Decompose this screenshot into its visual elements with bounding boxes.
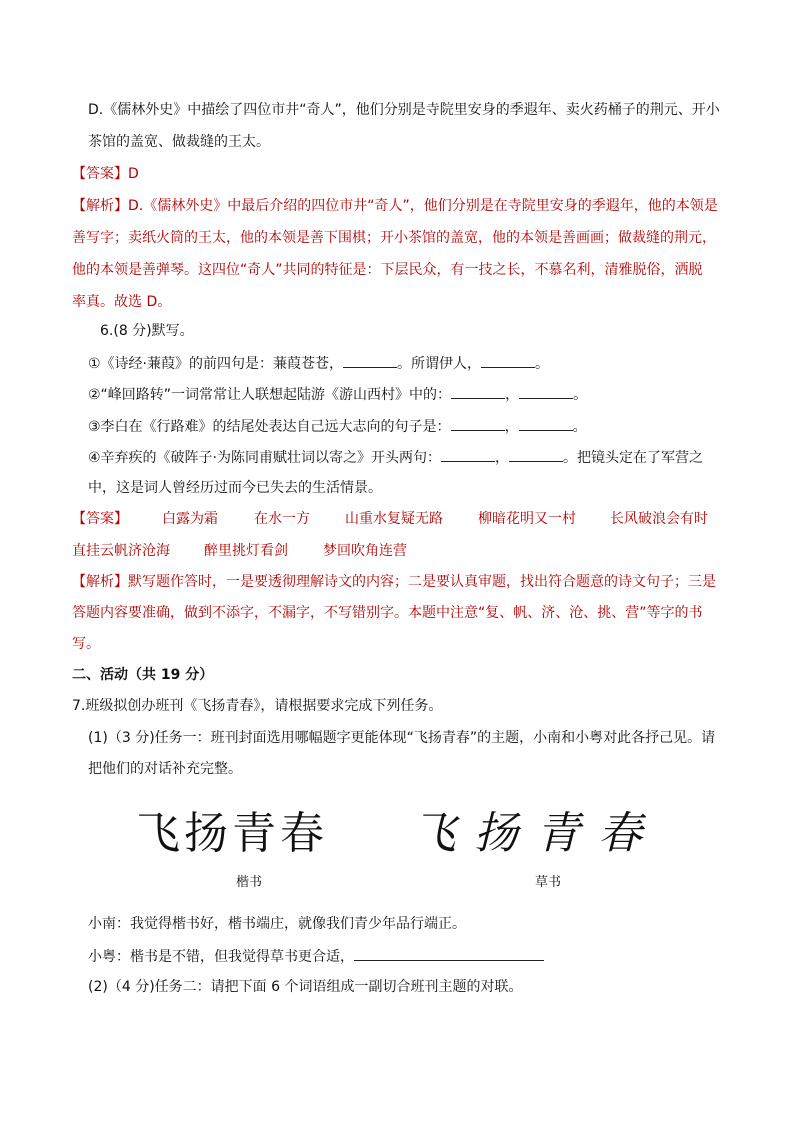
q5-answer [72, 164, 139, 184]
q6-answer-item: 在水一方 [254, 511, 310, 527]
q6-item1-text-c: 。 [535, 356, 549, 372]
calligraphy-caoshu-image: 飞扬青春 [412, 808, 660, 859]
q5-analysis-line1 [72, 196, 718, 216]
answer-label: 【答案】 [72, 166, 128, 182]
q5-option-d-line1: D.《儒林外史》中描绘了四位市井“奇人”，他们分别是寺院里安身的季遐年、卖火药桶子的荆元、开小 [88, 102, 720, 118]
q6-item1 [88, 353, 549, 374]
q6-item1-text-b: 。所谓伊人， [397, 356, 481, 372]
analysis-text: 默写题作答时，一是要透彻理解诗文的内容；二是要认真审题，找出符合题意的诗文句子；三是 [128, 574, 716, 590]
dialog-xiaonan: 小南：我觉得楷书好，楷书端庄，就像我们青少年品行端正。 [88, 916, 466, 932]
q6-item3 [88, 416, 587, 437]
section-title: 二、活动（共 19 分） [72, 667, 214, 683]
calligraphy-kaishu-image: 飞扬青春 [136, 808, 328, 859]
q7-stem: 7.班级拟创办班刊《飞扬青春》，请根据要求完成下列任务。 [72, 698, 443, 714]
dialog-xiaoyue-text: 小粤：楷书是不错，但我觉得草书更合适， [88, 949, 354, 965]
q6-item4-line2: 中，这是词人曾经历过而今已失去的生活情景。 [88, 480, 382, 496]
q6-analysis-line3: 写。 [72, 636, 100, 652]
q6-item4 [88, 447, 703, 468]
q6-item3-text-c: 。 [572, 419, 587, 435]
q6-answer-item: 白露为霜 [162, 511, 218, 527]
answer-value: D [128, 166, 139, 182]
q6-answer-item: 梦回吹角连营 [323, 543, 407, 559]
caption-kaishu: 楷书 [236, 875, 263, 890]
q6-answer-item: 山重水复疑无路 [345, 511, 443, 527]
analysis-label: 【解析】 [72, 574, 128, 590]
caption-caoshu: 草书 [535, 875, 562, 890]
q6-answer-item: 直挂云帆济沧海 [72, 543, 170, 559]
q6-item2-text-c: 。 [573, 387, 588, 403]
q6-item3-text-a: ③李白在《行路难》的结尾处表达自己远大志向的句子是： [88, 419, 451, 435]
blank-line[interactable] [451, 384, 505, 399]
q6-item2-text-a: ②“峰回路转”一词常常让人联想起陆游《游山西村》中的： [88, 387, 452, 403]
analysis-label: 【解析】 [72, 198, 128, 214]
answer-blank-line[interactable] [354, 946, 544, 961]
q6-item2-text-b: ， [505, 387, 520, 403]
analysis-text: D.《儒林外史》中最后介绍的四位市井“奇人”，他们分别是在寺院里安身的季遐年，他的本领是 [128, 198, 718, 214]
q6-title: 6.(8 分)默写。 [100, 323, 194, 339]
q6-item2 [88, 384, 587, 405]
q6-item4-text-c: 。把镜头定在了军营之 [563, 450, 703, 466]
q6-item4-text-b: ， [495, 450, 509, 466]
q6-item1-text-a: ①《诗经·蒹葭》的前四句是：蒹葭苍苍， [88, 356, 343, 372]
q6-answer-item: 长风破浪会有时 [610, 511, 708, 527]
q5-analysis-line4: 率真。故选 D。 [72, 294, 172, 310]
blank-line[interactable] [519, 384, 573, 399]
q5-analysis-line2: 善写字；卖纸火筒的王太，他的本领是善下围棋；开小茶馆的盖宽，他的本领是善画画；做裁缝的荆元， [72, 230, 716, 246]
q7-task1-line2: 把他们的对话补充完整。 [88, 761, 242, 777]
q6-answer-item: 柳暗花明又一村 [478, 511, 576, 527]
blank-line[interactable] [509, 447, 563, 462]
blank-line[interactable] [519, 416, 573, 431]
q6-analysis-line2: 答题内容要准确，做到不添字，不漏字，不写错别字。本题中注意“复、帆、济、沧、挑、营”等字的书 [72, 605, 703, 621]
q5-analysis-line3: 他的本领是善弹琴。这四位“奇人”共同的特征是：下层民众，有一技之长，不慕名利，清雅脱俗，洒脱 [72, 262, 703, 278]
q6-item3-text-b: ， [504, 419, 519, 435]
blank-line[interactable] [481, 353, 535, 368]
q6-answer-label: 【答案】 [72, 511, 128, 527]
blank-line[interactable] [441, 447, 495, 462]
q6-item4-text-a: ④辛弃疾的《破阵子·为陈同甫赋壮词以寄之》开头两句： [88, 450, 441, 466]
dialog-xiaoyue [88, 946, 544, 967]
q5-option-d-line2: 茶馆的盖宽、做裁缝的王太。 [88, 134, 270, 150]
q6-analysis-line1 [72, 572, 716, 592]
blank-line[interactable] [451, 416, 505, 431]
q7-task1-line1: (1)（3 分)任务一：班刊封面选用哪幅题字更能体现“飞扬青春”的主题，小南和小粤对此各抒己见。请 [88, 730, 716, 746]
blank-line[interactable] [343, 353, 397, 368]
q7-task2: (2)（4 分)任务二：请把下面 6 个词语组成一副切合班刊主题的对联。 [88, 979, 523, 995]
q6-answer-item: 醉里挑灯看剑 [204, 543, 288, 559]
